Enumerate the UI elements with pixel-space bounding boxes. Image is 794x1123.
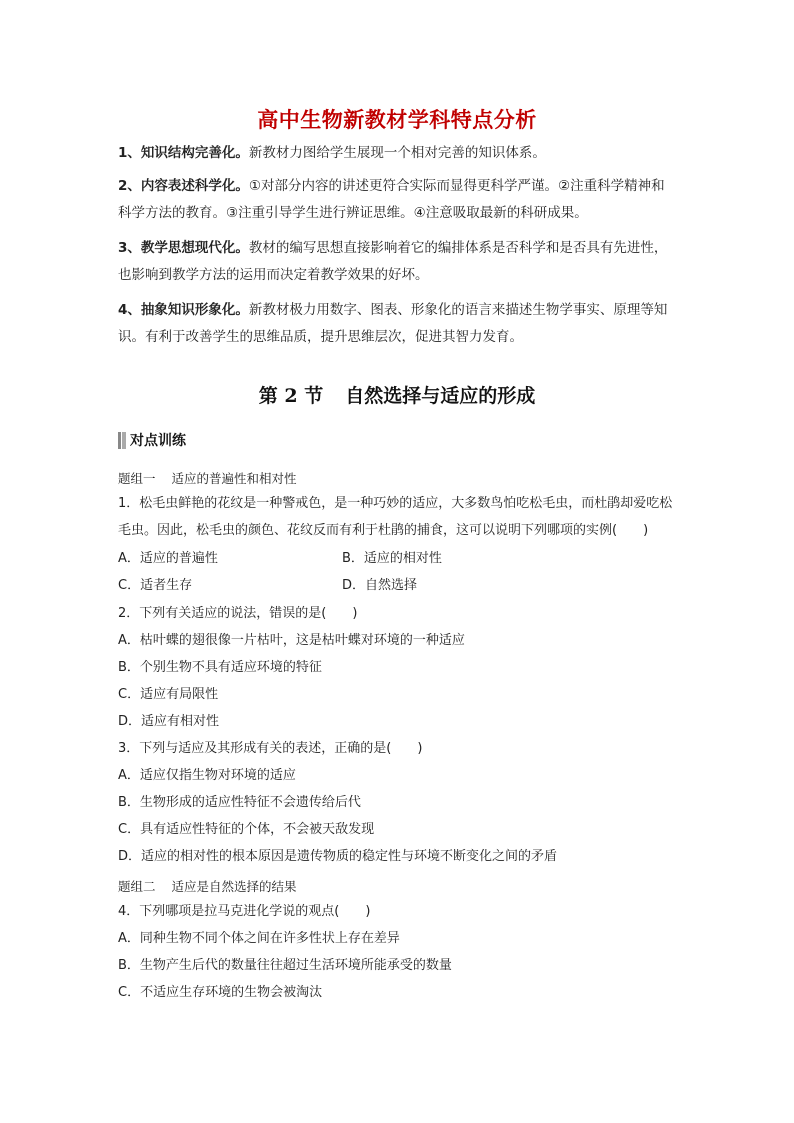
section-name: 自然选择与适应的形成	[345, 385, 536, 407]
question-4-option-b: B．生物产生后代的数量往往超过生活环境所能承受的数量	[118, 958, 452, 973]
group-label: 题组二	[118, 879, 156, 894]
question-2-option-d: D．适应有相对性	[118, 714, 220, 729]
group-name: 适应的普遍性和相对性	[171, 471, 297, 486]
feature-heading: 1、知识结构完善化。	[118, 145, 249, 161]
question-3-stem: 3．下列与适应及其形成有关的表述，正确的是( )	[118, 741, 423, 756]
feature-2	[118, 173, 678, 227]
question-3-option-c: C．具有适应性特征的个体，不会被天敌发现	[118, 822, 375, 837]
question-group-1	[118, 469, 297, 487]
question-3-option-b: B．生物形成的适应性特征不会遗传给后代	[118, 795, 361, 810]
document-title: 高中生物新教材学科特点分析	[257, 108, 537, 132]
feature-1	[118, 140, 678, 167]
feature-3	[118, 235, 678, 289]
question-1-option-b: B．适应的相对性	[342, 551, 442, 566]
question-group-2	[118, 877, 297, 895]
feature-text: 新教材力图给学生展现一个相对完善的知识体系。	[248, 145, 546, 161]
question-2-option-a: A．枯叶蝶的翅很像一片枯叶，这是枯叶蝶对环境的一种适应	[118, 633, 465, 648]
training-tag	[118, 430, 186, 450]
group-name: 适应是自然选择的结果	[171, 879, 297, 894]
group-label: 题组一	[118, 471, 156, 486]
feature-heading: 2、内容表述科学化。	[118, 178, 249, 194]
question-4-option-a: A．同种生物不同个体之间在许多性状上存在差异	[118, 931, 400, 946]
question-4-option-c: C．不适应生存环境的生物会被淘汰	[118, 985, 323, 1000]
feature-text: 新教材极力用数字、图表、形象化的语言来描述生物学事实、原理等知识。有利于改善学生的思维品质，提升思维层次，促进其智力发育。	[118, 302, 668, 345]
bookmark-icon	[118, 432, 126, 449]
feature-text: 教材的编写思想直接影响着它的编排体系是否科学和是否具有先进性，也影响到教学方法的运用而决定着教学效果的好坏。	[118, 240, 668, 283]
feature-heading: 3、教学思想现代化。	[118, 240, 249, 256]
feature-4	[118, 297, 678, 351]
question-3-option-d: D．适应的相对性的根本原因是遗传物质的稳定性与环境不断变化之间的矛盾	[118, 849, 558, 864]
question-2-stem: 2．下列有关适应的说法，错误的是( )	[118, 606, 358, 621]
question-1-stem: 1．松毛虫鲜艳的花纹是一种警戒色，是一种巧妙的适应，大多数鸟怕吃松毛虫，而杜鹃却爱吃松毛虫。因此，松毛虫的颜色、花纹反而有利于杜鹃的捕食，这可以说明下列哪项的实例( )	[118, 496, 673, 538]
training-label: 对点训练	[130, 433, 186, 449]
question-2-option-b: B．个别生物不具有适应环境的特征	[118, 660, 322, 675]
feature-heading: 4、抽象知识形象化。	[118, 302, 249, 318]
section-title	[0, 381, 794, 408]
question-3-option-a: A．适应仅指生物对环境的适应	[118, 768, 296, 783]
question-4-stem: 4．下列哪项是拉马克进化学说的观点( )	[118, 904, 371, 919]
question-1-option-c: C．适者生存	[118, 578, 193, 593]
feature-text: ①对部分内容的讲述更符合实际而显得更科学严谨。②注重科学精神和科学方法的教育。③注重引导学生进行辨证思维。④注意吸取最新的科研成果。	[118, 178, 665, 221]
section-number: 第 2 节	[258, 385, 324, 407]
question-1-option-d: D．自然选择	[342, 578, 418, 593]
question-1-option-a: A．适应的普遍性	[118, 551, 218, 566]
question-2-option-c: C．适应有局限性	[118, 687, 219, 702]
